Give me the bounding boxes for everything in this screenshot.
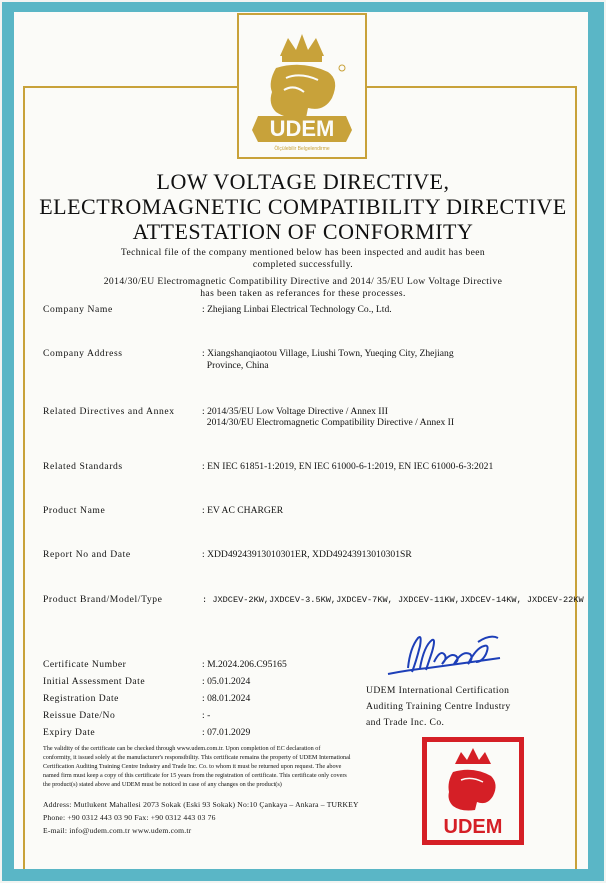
- reissue-label: Reissue Date/No: [43, 710, 116, 721]
- footer-disclaimer-3: Certification Auditing Training Centre Industry and Trade Inc. Co. to whom it must be returned upon request. The above: [43, 763, 342, 770]
- expiry-date-value: : 07.01.2029: [202, 727, 251, 738]
- report-label: Report No and Date: [43, 549, 131, 560]
- company-address-value-1: : Xiangshanqiaotou Village, Liushi Town, Yueqing City, Zhejiang: [202, 348, 454, 359]
- title-line-2: ELECTROMAGNETIC COMPATIBILITY DIRECTIVE: [39, 194, 567, 219]
- issuer-line-1: UDEM International Certification: [366, 685, 510, 696]
- intro-line-3: 2014/30/EU Electromagnetic Compatibility Directive and 2014/ 35/EU Low Voltage Directive: [103, 276, 503, 287]
- udem-logo-text: UDEM: [269, 116, 335, 141]
- registration-date-value: : 08.01.2024: [202, 693, 251, 704]
- udem-logo-gold: [228, 8, 376, 166]
- footer-address: Address: Mutlukent Mahallesi 2073 Sokak (Eski 93 Sokak) No:10 Çankaya – Ankara – TURKEY: [43, 800, 359, 809]
- directives-value-1: : 2014/35/EU Low Voltage Directive / Annex III: [202, 406, 388, 417]
- brand-model-label: Product Brand/Model/Type: [43, 594, 163, 605]
- company-name-label: Company Name: [43, 304, 113, 315]
- directives-label: Related Directives and Annex: [43, 406, 175, 417]
- udem-logo-tagline: Ölçülebilir Belgelendirme: [274, 146, 330, 152]
- standards-label: Related Standards: [43, 461, 123, 472]
- issuer-line-3: and Trade Inc. Co.: [366, 717, 445, 728]
- issuer-line-2: Auditing Training Centre Industry: [366, 701, 511, 712]
- report-value: : XDD49243913010301ER, XDD49243913010301SR: [202, 549, 412, 560]
- intro-line-2: completed successfully.: [252, 259, 354, 270]
- title-line-3: ATTESTATION OF CONFORMITY: [132, 219, 474, 244]
- footer-email: E-mail: info@udem.com.tr www.udem.com.tr: [43, 826, 192, 835]
- company-address-label: Company Address: [43, 348, 123, 359]
- footer-phone: Phone: +90 0312 443 03 90 Fax: +90 0312 443 03 76: [43, 813, 216, 822]
- expiry-date-label: Expiry Date: [43, 727, 96, 738]
- reissue-value: : -: [202, 710, 211, 721]
- standards-value: : EN IEC 61851-1:2019, EN IEC 61000-6-1:2019, EN IEC 61000-6-3:2021: [202, 461, 494, 472]
- certificate-number-label: Certificate Number: [43, 659, 127, 670]
- footer-disclaimer-4: named firm must keep a copy of this certificate for 15 years from the registration of certificate. This certificate only covers: [43, 772, 347, 779]
- initial-assessment-value: : 05.01.2024: [202, 676, 251, 687]
- company-name-value: : Zhejiang Linbai Electrical Technology Co., Ltd.: [202, 304, 392, 315]
- brand-model-value: : JXDCEV-2KW,JXDCEV-3.5KW,JXDCEV-7KW, JXDCEV-11KW,JXDCEV-14KW, JXDCEV-22KW: [202, 595, 584, 605]
- footer-disclaimer-2: conformity, it issued solely at the manufacturer's responsibility. This certificate remains the property of UDEM International: [43, 754, 351, 761]
- footer-disclaimer-1: The validity of the certificate can be checked through www.udem.com.tr. Upon completion of EC declaration of: [43, 745, 321, 752]
- certificate-number-value: : M.2024.206.C95165: [202, 659, 287, 670]
- title-line-1: LOW VOLTAGE DIRECTIVE,: [156, 169, 450, 194]
- directives-value-2: 2014/30/EU Electromagnetic Compatibility Directive / Annex II: [202, 417, 455, 428]
- product-name-value: : EV AC CHARGER: [202, 505, 284, 516]
- registration-date-label: Registration Date: [43, 693, 119, 704]
- udem-logo-red-text: UDEM: [443, 816, 503, 838]
- intro-line-4: has been taken as referances for these processes.: [200, 288, 406, 299]
- initial-assessment-label: Initial Assessment Date: [43, 676, 146, 687]
- signature-image: [378, 628, 518, 680]
- intro-line-1: Technical file of the company mentioned below has been inspected and audit has been: [120, 247, 486, 258]
- company-address-value-2: Province, China: [202, 360, 269, 371]
- udem-logo-red: [421, 736, 525, 846]
- product-name-label: Product Name: [43, 505, 106, 516]
- footer-disclaimer-5: the product(s) stated above and UDEM must be noticed in case of any changes on the product(s): [43, 781, 282, 788]
